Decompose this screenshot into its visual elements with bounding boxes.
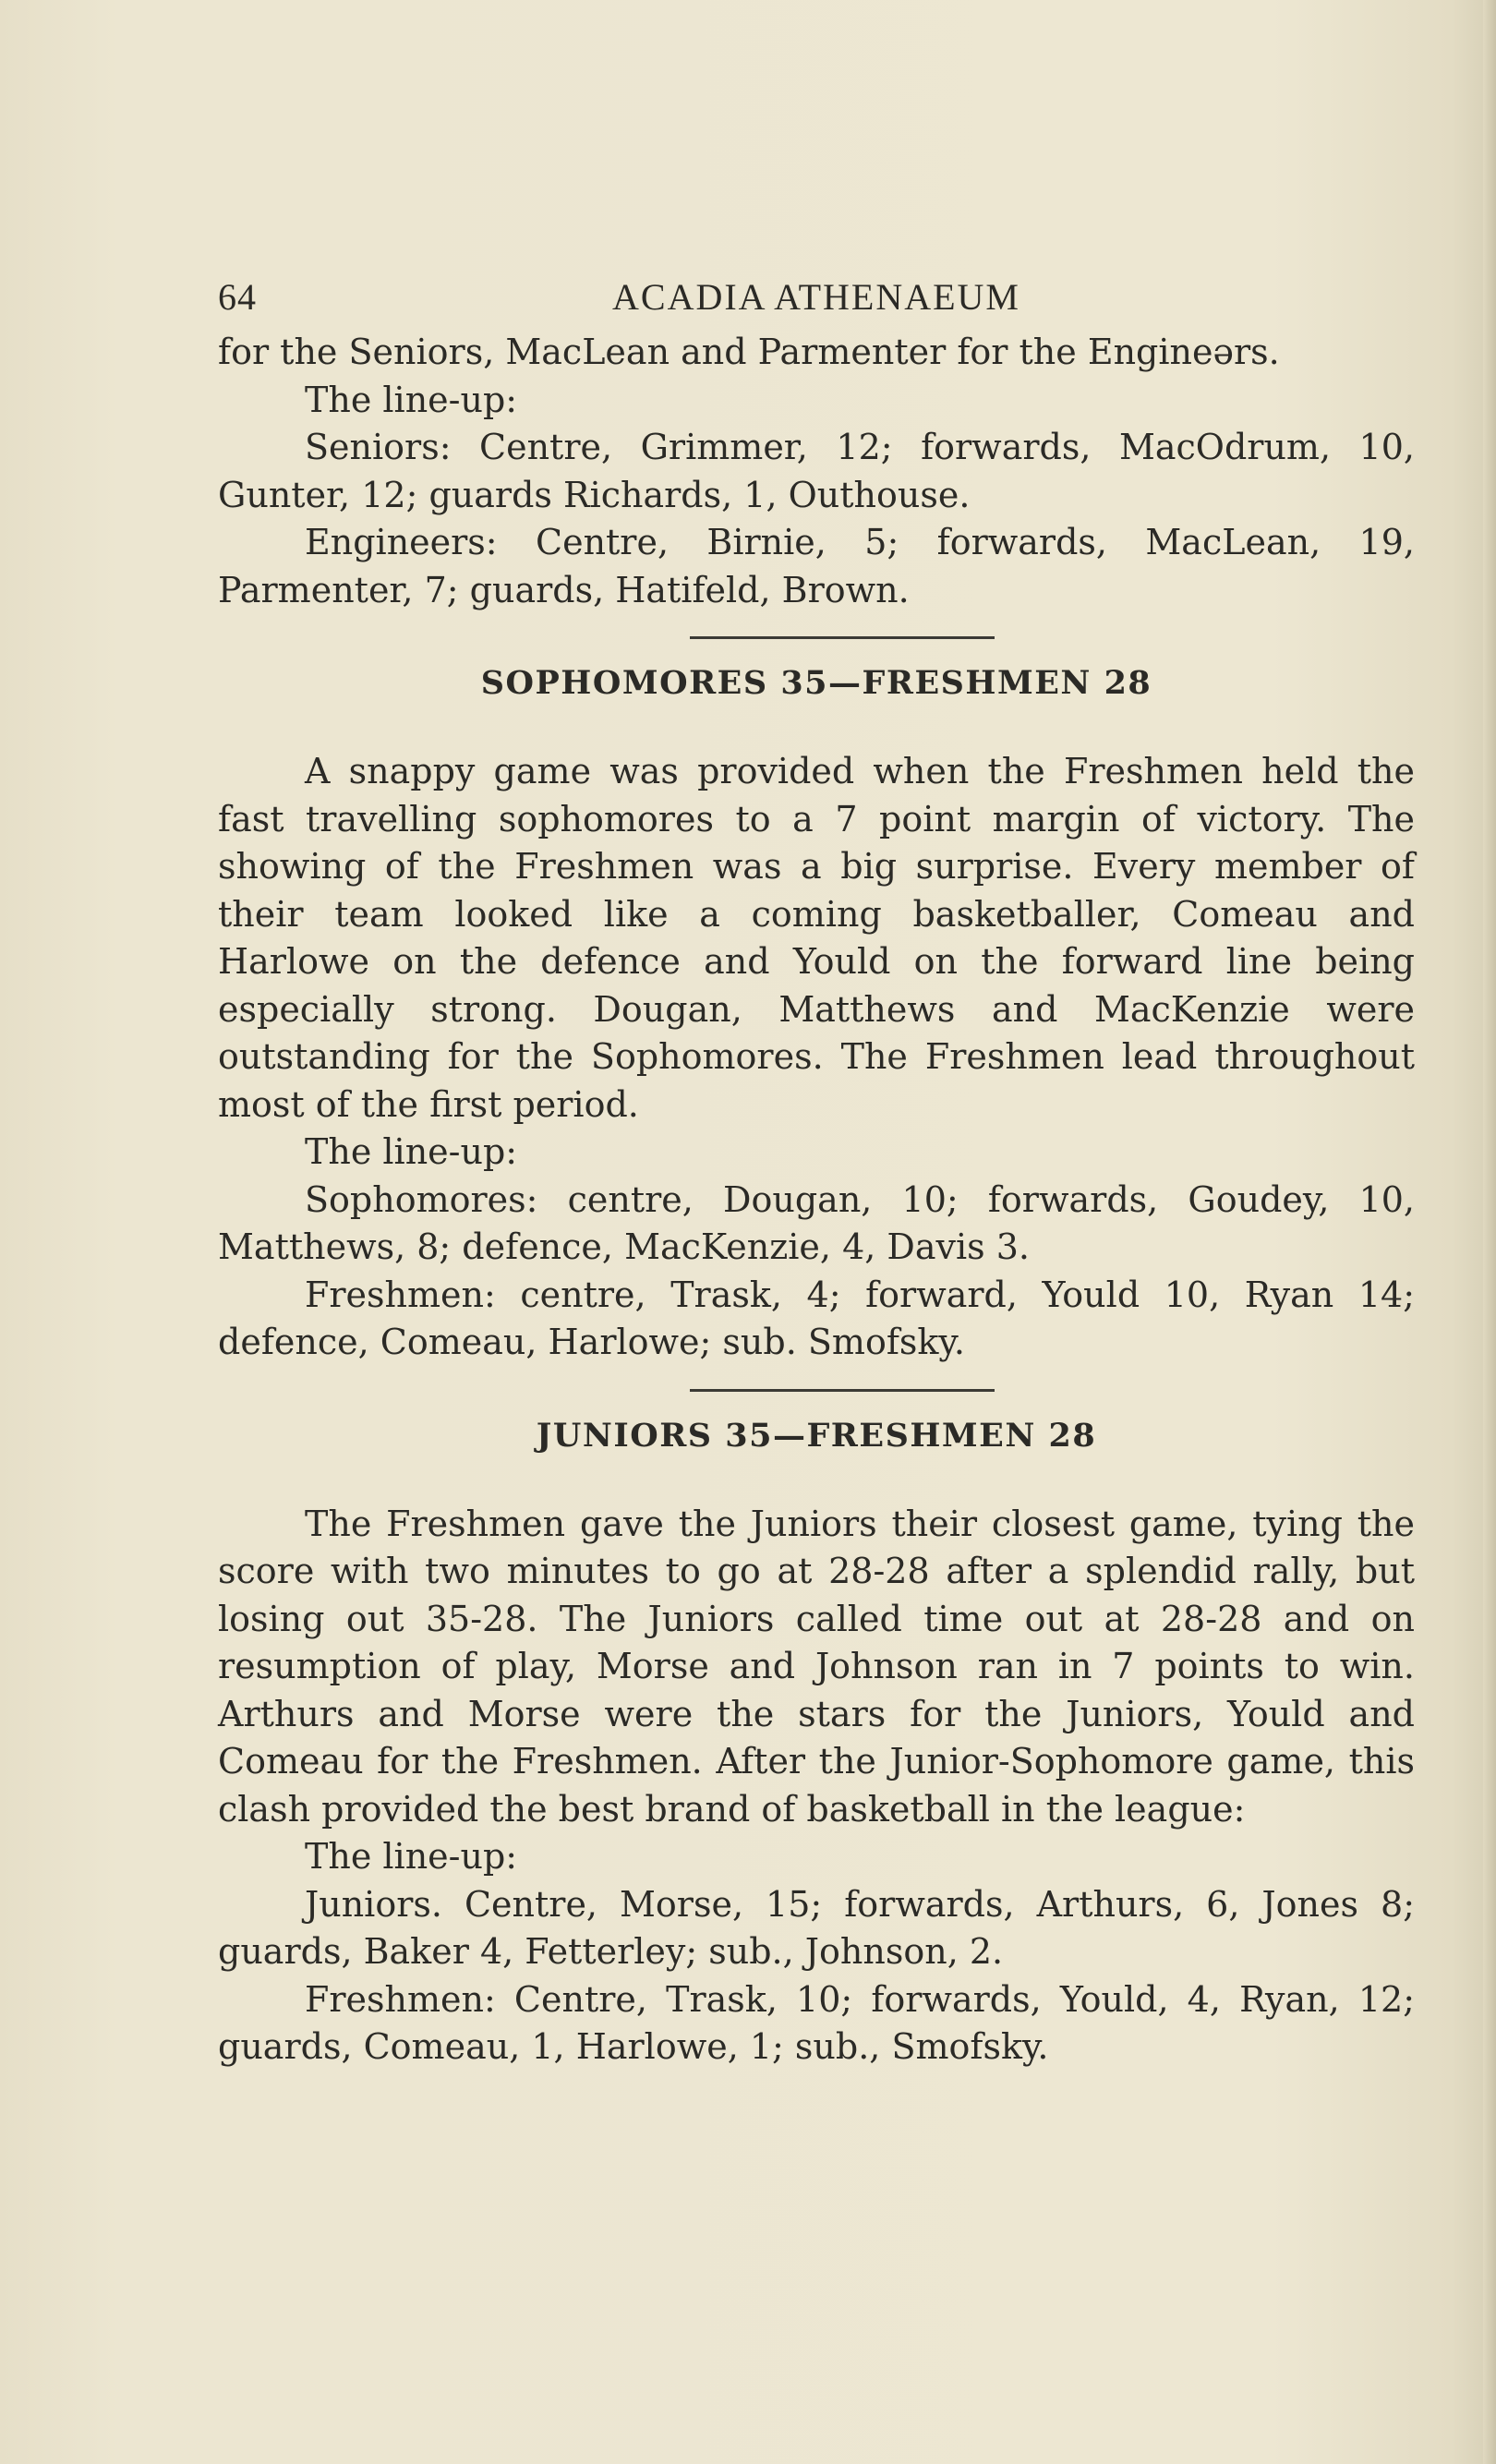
juniors-lineup-label: The line-up: bbox=[305, 1836, 518, 1877]
sophomores-lineup: Sophomores: centre, Dougan, 10; forwards, Goudey, 10, Matthews, 8; defence, MacKenzie, 4, Davis 3. bbox=[218, 1178, 1415, 1267]
intro-continuation: for the Seniors, MacLean and Parmenter for the Engineərs. bbox=[218, 332, 1280, 372]
freshmen-lineup-vs-sophomores: Freshmen: centre, Trask, 4; forward, Yould 10, Ryan 14; defence, Comeau, Harlowe; sub. Smofsky. bbox=[218, 1274, 1415, 1362]
juniors-game-report: The Freshmen gave the Juniors their closest game, tying the score with two minutes to go at 28-28 after a splendid rally, but losing out 35-28. The Juniors called time out at 28-28 and on resumption of play, Morse and Johnson ran in 7 points to win. Arthurs and Morse were the stars for the Juniors, Yould and Comeau for the Freshmen. After the Junior-Sophomore game, this clash provided the best brand of basketball in the league: bbox=[218, 1503, 1415, 1830]
section-divider bbox=[690, 1389, 995, 1392]
section-heading-sophomores-freshmen: SOPHOMORES 35—FRESHMEN 28 bbox=[480, 664, 1152, 702]
juniors-lineup: Juniors. Centre, Morse, 15; forwards, Arthurs, 6, Jones 8; guards, Baker 4, Fetterley; sub., Johnson, 2. bbox=[218, 1883, 1415, 1972]
page-number: 64 bbox=[218, 276, 257, 318]
section-heading-juniors-freshmen: JUNIORS 35—FRESHMEN 28 bbox=[536, 1416, 1097, 1455]
freshmen-lineup-vs-juniors: Freshmen: Centre, Trask, 10; forwards, Yould, 4, Ryan, 12; guards, Comeau, 1, Harlowe, 1; sub., Smofsky. bbox=[218, 1978, 1415, 2067]
running-head bbox=[218, 264, 1415, 329]
journal-title: ACADIA ATHENAEUM bbox=[612, 276, 1020, 318]
sophomores-lineup-label: The line-up: bbox=[305, 1131, 518, 1172]
intro-engineers-lineup: Engineers: Centre, Birnie, 5; forwards, MacLean, 19, Parmenter, 7; guards, Hatifeld, Brown. bbox=[218, 522, 1415, 610]
page-spine-edge bbox=[1483, 0, 1496, 2464]
intro-seniors-lineup: Seniors: Centre, Grimmer, 12; forwards, MacOdrum, 10, Gunter, 12; guards Richards, 1, Outhouse. bbox=[218, 427, 1415, 515]
text-column bbox=[218, 264, 1415, 2071]
intro-lineup-label: The line-up: bbox=[305, 379, 518, 420]
sophomores-game-report: A snappy game was provided when the Freshmen held the fast travelling sophomores to a 7 point margin of victory. The showing of the Freshmen was a big surprise. Every member of their team looked like a coming basketballer, Comeau and Harlowe on the defence and Yould on the forward line being especially strong. Dougan, Matthews and MacKenzie were outstanding for the Sophomores. The Freshmen lead throughout most of the first period. bbox=[218, 751, 1415, 1125]
section-divider bbox=[690, 636, 995, 639]
